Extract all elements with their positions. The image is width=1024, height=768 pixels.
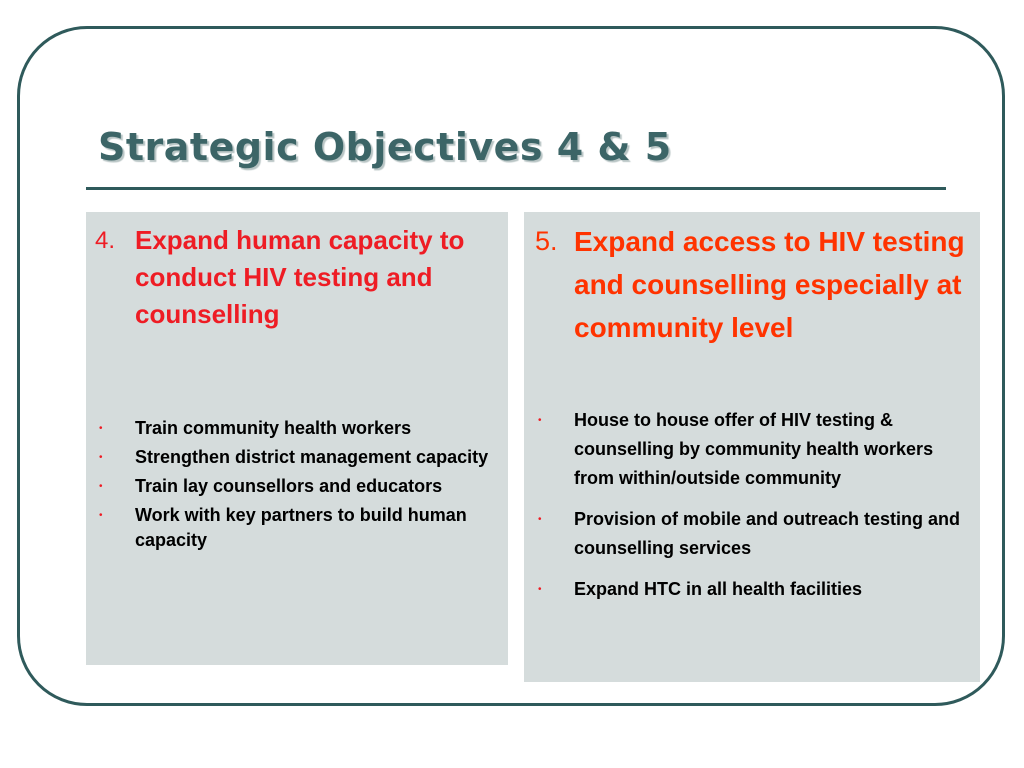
objective-5-number: 5. [535,226,558,256]
objective-4-heading [95,222,485,333]
objective-5-heading-text: Expand access to HIV testing and counselling especially at community level [574,226,965,343]
bullet-icon: • [99,510,103,521]
bullet-text: Work with key partners to build human capacity [135,505,467,550]
bullet-text: Strengthen district management capacity [135,447,489,467]
objective-4-number: 4. [95,227,116,254]
bullet-icon: • [538,514,542,525]
objective-5-bullet-list [538,406,969,616]
bullet-text: Provision of mobile and outreach testing and counselling services [574,509,961,558]
bullet-text: Expand HTC in all health facilities [574,579,863,599]
title-divider [86,187,946,190]
list-item [99,474,495,499]
bullet-text: Train lay counsellors and educators [135,476,443,496]
list-item [538,505,969,563]
bullet-icon: • [99,481,103,492]
objective-4-bullet-list [99,416,495,557]
bullet-text: House to house offer of HIV testing & counselling by community health workers from within/outside community [574,410,934,488]
slide-title: Strategic Objectives 4 & 5 [98,125,672,169]
objective-5-panel [524,212,980,682]
bullet-icon: • [99,452,103,463]
bullet-icon: • [538,415,542,426]
list-item [99,416,495,441]
bullet-text: Train community health workers [135,418,412,438]
objective-5-heading [535,220,974,349]
objective-4-heading-text: Expand human capacity to conduct HIV testing and counselling [135,225,465,329]
bullet-icon: • [538,584,542,595]
list-item [538,575,969,604]
list-item [99,445,495,470]
objective-4-panel [86,212,508,665]
bullet-icon: • [99,423,103,434]
list-item [99,503,495,553]
list-item [538,406,969,493]
